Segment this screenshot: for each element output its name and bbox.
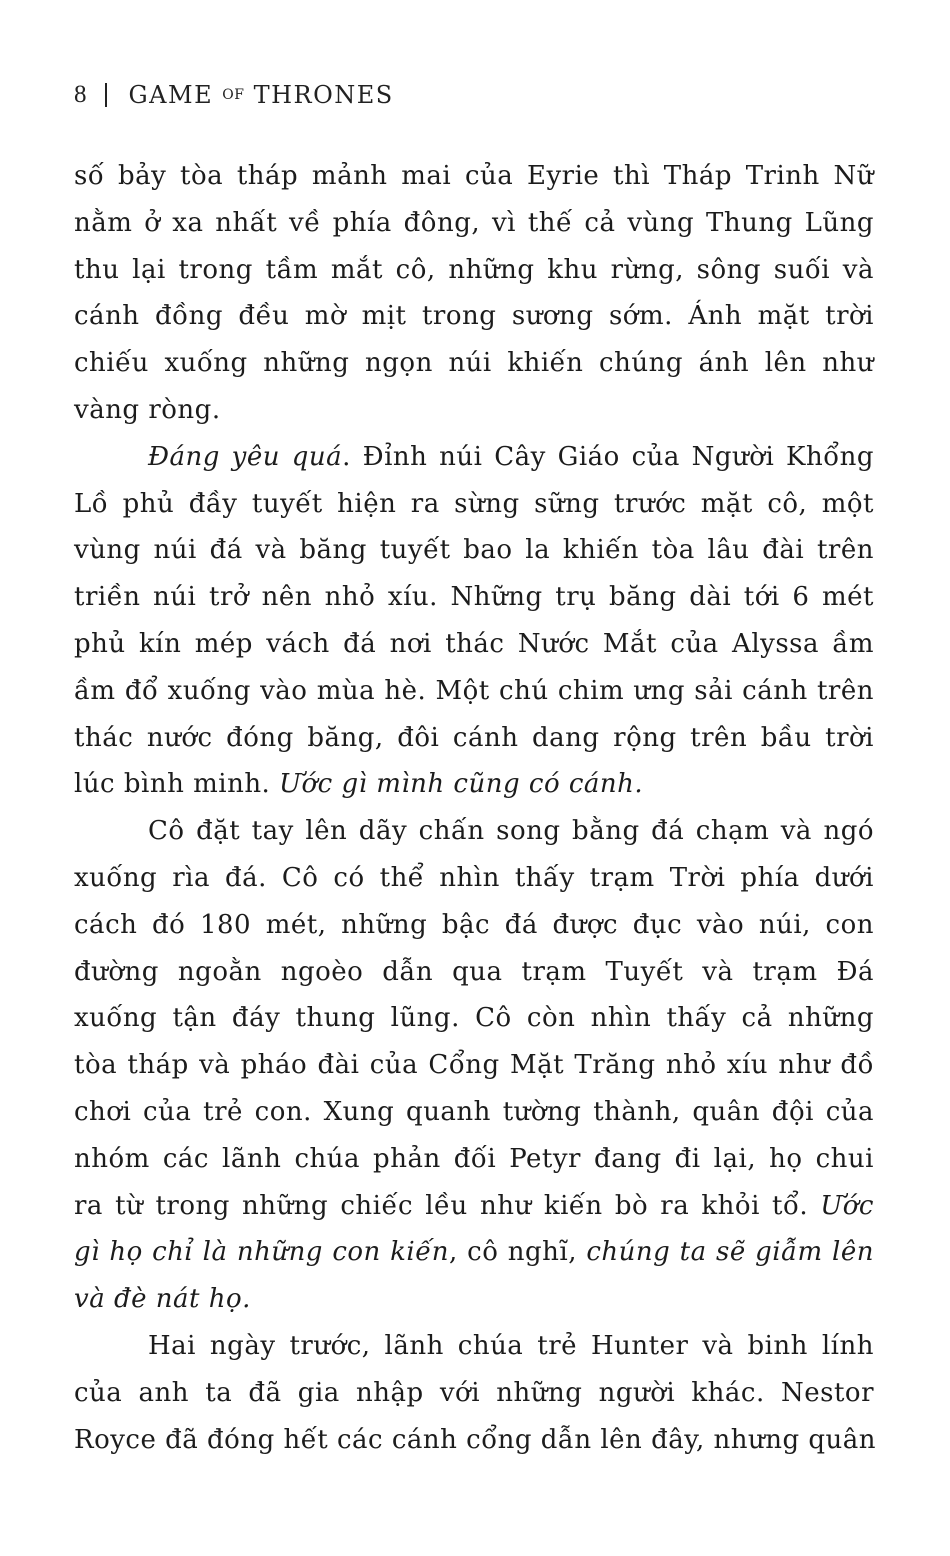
text-run: ra từ trong những chiếc lều như kiến bò ra khỏi tổ. (74, 1190, 821, 1221)
text-run: xuống tận đáy thung lũng. Cô còn nhìn thấy cả những (74, 1003, 874, 1034)
book-title-game: GAME (128, 81, 214, 109)
text-line (74, 1229, 874, 1276)
text-line (74, 247, 874, 294)
text-line (74, 1276, 874, 1323)
italic-text: gì họ chỉ là những con kiến (74, 1237, 449, 1268)
text-line (74, 808, 874, 855)
body-text (74, 153, 877, 1463)
text-run: . Đỉnh núi Cây Giáo của Người Khổng (342, 441, 874, 472)
text-run: lúc bình minh. (74, 769, 280, 800)
text-run: chiếu xuống những ngọn núi khiến chúng ánh lên như (74, 348, 874, 379)
text-line (74, 340, 874, 387)
paragraph (74, 1323, 877, 1463)
text-line (74, 153, 874, 200)
text-run: cách đó 180 mét, những bậc đá được đục vào núi, con (74, 909, 874, 940)
book-title (129, 78, 394, 112)
page-number: 8 (74, 81, 87, 108)
italic-text: và đè nát họ. (74, 1284, 251, 1315)
text-run: đường ngoằn ngoèo dẫn qua trạm Tuyết và trạm Đá (74, 956, 874, 987)
text-line (74, 387, 874, 434)
text-run: phủ kín mép vách đá nơi thác Nước Mắt của Alyssa ầm (74, 628, 874, 659)
text-run: , cô nghĩ, (449, 1237, 587, 1268)
book-title-of: OF (222, 87, 245, 103)
text-line (74, 1042, 874, 1089)
header-divider (105, 83, 107, 107)
running-header (74, 78, 394, 112)
italic-text: Ước gì mình cũng có cánh. (279, 769, 644, 800)
italic-text: Đáng yêu quá (148, 441, 343, 472)
text-line (74, 574, 874, 621)
text-run: thu lại trong tầm mắt cô, những khu rừng, sông suối và (74, 254, 874, 285)
text-line (74, 995, 874, 1042)
text-line (74, 434, 874, 481)
text-line (74, 621, 874, 668)
text-run: vùng núi đá và băng tuyết bao la khiến tòa lâu đài trên (74, 535, 874, 566)
text-line (74, 293, 874, 340)
text-line (74, 1370, 874, 1417)
text-line (74, 527, 874, 574)
text-line (74, 668, 874, 715)
text-line (74, 1183, 874, 1230)
text-line (74, 715, 874, 762)
text-run: Cô đặt tay lên dãy chấn song bằng đá chạm và ngó (148, 816, 874, 847)
text-run: số bảy tòa tháp mảnh mai của Eyrie thì Tháp Trinh Nữ (74, 161, 874, 191)
paragraph (74, 808, 874, 1323)
text-run: tòa tháp và pháo đài của Cổng Mặt Trăng nhỏ xíu như đồ (74, 1050, 874, 1081)
text-run: cánh đồng đều mờ mịt trong sương sớm. Ánh mặt trời (74, 301, 874, 332)
paragraph (74, 153, 874, 434)
paragraph (74, 434, 874, 808)
italic-text: Ước (820, 1190, 874, 1221)
text-line (74, 1417, 877, 1464)
text-run: nhóm các lãnh chúa phản đối Petyr đang đi lại, họ chui (74, 1143, 874, 1174)
text-line (74, 855, 874, 902)
text-run: nằm ở xa nhất về phía đông, vì thế cả vùng Thung Lũng (74, 207, 874, 238)
italic-text: chúng ta sẽ giẫm lên (586, 1237, 875, 1268)
text-run: Lồ phủ đầy tuyết hiện ra sừng sững trước mặt cô, một (74, 488, 874, 519)
text-run: ầm đổ xuống vào mùa hè. Một chú chim ưng sải cánh trên (74, 675, 874, 706)
text-run: thác nước đóng băng, đôi cánh dang rộng trên bầu trời (74, 722, 874, 753)
text-run: Hai ngày trước, lãnh chúa trẻ Hunter và binh lính (148, 1330, 874, 1361)
text-run: Royce đã đóng hết các cánh cổng dẫn lên đây, nhưng quân (74, 1424, 877, 1455)
text-run: của anh ta đã gia nhập với những người khác. Nestor (74, 1377, 874, 1408)
text-line (74, 949, 874, 996)
text-line (74, 761, 874, 808)
text-run: xuống rìa đá. Cô có thể nhìn thấy trạm Trời phía dưới (74, 862, 874, 893)
text-run: vàng ròng. (74, 394, 221, 425)
text-run: chơi của trẻ con. Xung quanh tường thành, quân đội của (74, 1096, 874, 1127)
text-line (74, 902, 874, 949)
text-run: triền núi trở nên nhỏ xíu. Những trụ băng dài tới 6 mét (74, 582, 874, 613)
text-line (74, 1136, 874, 1183)
text-line (74, 200, 874, 247)
text-line (74, 1323, 874, 1370)
text-line (74, 1089, 874, 1136)
text-line (74, 481, 874, 528)
book-title-thrones: THRONES (253, 81, 394, 109)
